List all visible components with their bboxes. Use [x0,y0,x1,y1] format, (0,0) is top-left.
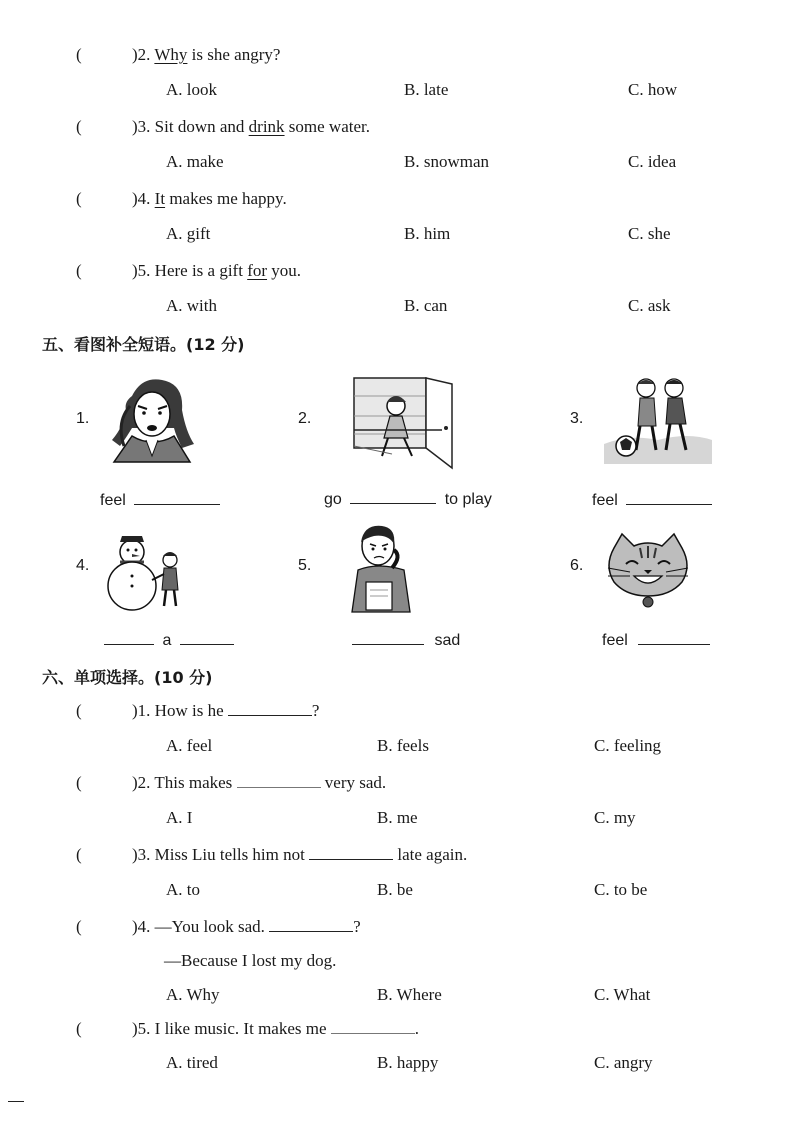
question-pre: How is he [154,701,228,720]
option-c: C. my [594,808,636,827]
question-post: ? [353,917,361,936]
option-b: B. can [404,296,448,315]
option-a: A. tired [166,1053,218,1072]
answer-paren-open: ( [76,261,82,280]
answer-paren-open: ( [76,117,82,136]
question-number: 4. [137,917,151,936]
two-boys-with-ball-picture [600,374,716,466]
phrase-mid: a [162,632,172,649]
question-post: very sad. [320,773,387,792]
answer-blank[interactable] [352,630,424,645]
question-pre: Here is a gift [154,261,248,280]
answer-paren-open: ( [76,189,82,208]
angry-woman-picture [102,376,202,466]
paren-close: ) [132,189,138,208]
question-post: some water. [284,117,370,136]
phrase-2 [324,489,492,509]
question-number: 5. [137,1019,151,1038]
page-footer-rule [8,1101,24,1102]
section-5-heading: 五、看图补全短语。(12 分) [42,335,245,354]
answer-paren-open: ( [76,845,82,864]
question-number: 4. [137,189,151,208]
phrase-right: sad [434,632,461,649]
question-4-4 [132,189,287,209]
option-a: A. feel [166,736,213,755]
option-a: A. gift [166,224,211,243]
picture-number: 2. [298,410,312,427]
question-number: 2. [137,773,151,792]
answer-blank[interactable] [309,845,393,860]
phrase-4 [104,630,234,650]
question-number: 1. [137,701,151,720]
happy-cat-picture [604,532,692,612]
question-pre: Sit down and [154,117,249,136]
underlined-word: drink [248,117,285,136]
question-number: 3. [137,117,151,136]
question-post: makes me happy. [165,189,287,208]
option-c: C. to be [594,880,648,899]
underlined-word: It [154,189,166,208]
phrase-1 [100,490,220,510]
question-number: 2. [137,45,151,64]
answer-paren-open: ( [76,701,82,720]
option-a: A. to [166,880,200,899]
question-4-5 [132,261,301,281]
paren-close: ) [132,845,138,864]
option-a: A. Why [166,985,220,1004]
answer-blank[interactable] [269,917,353,932]
answer-blank[interactable] [331,1019,415,1034]
answer-blank[interactable] [350,489,436,504]
paren-close: ) [132,1019,138,1038]
paren-close: ) [132,701,138,720]
paren-close: ) [132,917,138,936]
picture-number: 6. [570,557,584,574]
option-b: B. happy [377,1053,439,1072]
question-6-5 [132,1019,419,1039]
question-post: you. [267,261,302,280]
option-a: A. I [166,808,193,827]
option-b: B. him [404,224,451,243]
option-a: A. with [166,296,217,315]
option-c: C. ask [628,296,671,315]
phrase-3 [592,490,712,510]
question-pre: Miss Liu tells him not [154,845,310,864]
section-6-heading: 六、单项选择。(10 分) [42,668,213,687]
option-b: B. be [377,880,413,899]
question-number: 5. [137,261,151,280]
answer-blank[interactable] [638,630,710,645]
option-a: A. look [166,80,217,99]
question-pre: —You look sad. [154,917,270,936]
child-at-door-picture [352,376,460,472]
option-b: B. snowman [404,152,489,171]
answer-paren-open: ( [76,45,82,64]
phrase-left: feel [100,492,126,509]
question-4-3 [132,117,370,137]
picture-number: 5. [298,557,312,574]
option-b: B. me [377,808,418,827]
question-6-4 [132,917,361,937]
phrase-left: feel [602,632,628,649]
phrase-right: to play [444,491,492,508]
paren-close: ) [132,45,138,64]
question-4-2 [132,45,280,65]
answer-blank[interactable] [104,630,154,645]
picture-number: 4. [76,557,90,574]
question-number: 3. [137,845,151,864]
option-c: C. she [628,224,671,243]
phrase-left: feel [592,492,618,509]
underlined-word: Why [154,45,188,64]
paren-close: ) [132,261,138,280]
option-c: C. feeling [594,736,662,755]
option-c: C. What [594,985,651,1004]
option-b: B. late [404,80,449,99]
question-6-3 [132,845,467,865]
question-6-4-line2: —Because I lost my dog. [164,951,337,970]
picture-number: 3. [570,410,584,427]
question-6-1 [132,701,319,721]
option-c: C. idea [628,152,677,171]
answer-blank[interactable] [626,490,712,505]
answer-blank[interactable] [180,630,234,645]
phrase-6 [602,630,710,650]
sad-boy-picture [348,522,422,614]
option-b: B. feels [377,736,429,755]
paren-close: ) [132,773,138,792]
paren-close: ) [132,117,138,136]
question-post: is she angry? [187,45,281,64]
answer-blank[interactable] [134,490,220,505]
question-6-2 [132,773,386,793]
question-post: ? [311,701,320,720]
question-post: . [414,1019,420,1038]
answer-paren-open: ( [76,1019,82,1038]
question-pre: This makes [154,773,237,792]
phrase-left: go [324,491,342,508]
question-pre: I like music. It makes me [154,1019,331,1038]
phrase-5 [352,630,460,650]
option-a: A. make [166,152,224,171]
picture-number: 1. [76,410,90,427]
answer-blank[interactable] [237,773,321,788]
snowman-picture [104,534,186,614]
answer-paren-open: ( [76,917,82,936]
option-c: C. angry [594,1053,653,1072]
question-post: late again. [393,845,468,864]
answer-blank[interactable] [228,701,312,716]
answer-paren-open: ( [76,773,82,792]
option-c: C. how [628,80,678,99]
option-b: B. Where [377,985,442,1004]
underlined-word: for [247,261,268,280]
